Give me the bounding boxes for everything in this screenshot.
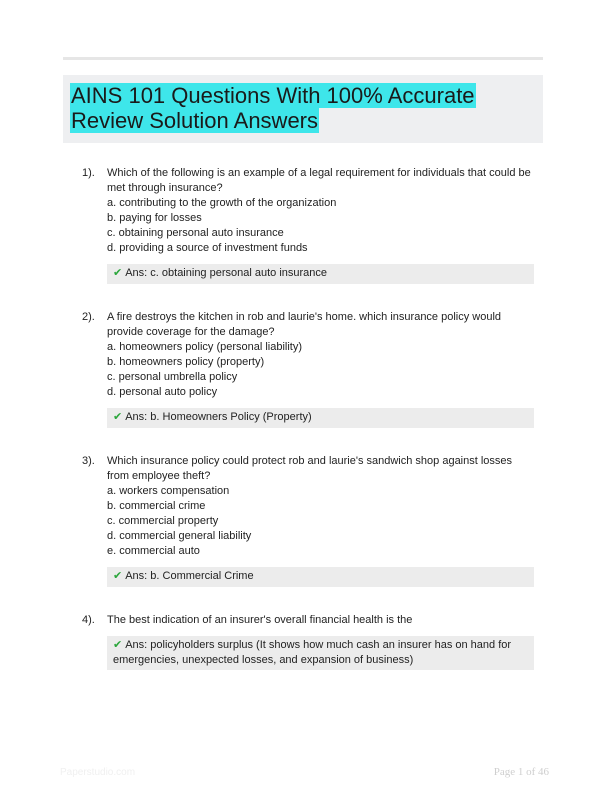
question-text: Which insurance policy could protect rob and laurie's sandwich shop against losses from employee theft?	[107, 455, 513, 482]
checkmark-icon: ✔	[113, 267, 123, 279]
option-item: b. commercial crime	[107, 500, 206, 512]
checkmark-icon: ✔	[113, 570, 123, 582]
option-item: b. paying for losses	[107, 212, 202, 224]
title-box	[63, 75, 543, 143]
answer-box	[107, 408, 534, 428]
question-list	[63, 166, 543, 696]
option-item: e. commercial auto	[107, 545, 200, 557]
question-item	[63, 454, 543, 587]
question-text: A fire destroys the kitchen in rob and laurie's home. which insurance policy would provide coverage for the damage?	[107, 311, 502, 338]
answer-text: Ans: c. obtaining personal auto insurance	[125, 267, 328, 279]
option-item: a. homeowners policy (personal liability)	[107, 341, 303, 353]
question-body	[107, 454, 537, 559]
option-item: d. commercial general liability	[107, 530, 252, 542]
option-item: a. workers compensation	[107, 485, 230, 497]
page-title-text: AINS 101 Questions With 100% Accurate Review Solution Answers	[71, 83, 475, 133]
top-divider	[63, 57, 543, 60]
question-body	[107, 166, 537, 256]
answer-text: Ans: policyholders surplus (It shows how much cash an insurer has on hand for emergencies, unexpected losses, and expansion of business)	[113, 639, 512, 666]
option-item: d. providing a source of investment funds	[107, 242, 308, 254]
answer-box	[107, 264, 534, 284]
answer-box	[107, 636, 534, 670]
answer-box	[107, 567, 534, 587]
question-body	[107, 613, 537, 628]
question-number: 1).	[82, 167, 95, 179]
option-item: b. homeowners policy (property)	[107, 356, 265, 368]
question-number: 2).	[82, 311, 95, 323]
checkmark-icon: ✔	[113, 639, 123, 651]
option-item: d. personal auto policy	[107, 386, 218, 398]
question-item	[63, 310, 543, 428]
question-item	[63, 166, 543, 284]
footer-watermark: Paperstudio.com	[60, 767, 136, 778]
option-item: c. personal umbrella policy	[107, 371, 238, 383]
question-text: The best indication of an insurer's overall financial health is the	[107, 614, 413, 626]
page-title	[70, 83, 543, 133]
answer-text: Ans: b. Homeowners Policy (Property)	[125, 411, 312, 423]
option-list	[107, 340, 537, 400]
option-list	[107, 484, 537, 559]
question-body	[107, 310, 537, 400]
option-item: a. contributing to the growth of the organization	[107, 197, 337, 209]
question-item	[63, 613, 543, 670]
page-number: Page 1 of 46	[493, 766, 549, 778]
option-item: c. commercial property	[107, 515, 219, 527]
answer-text: Ans: b. Commercial Crime	[125, 570, 254, 582]
option-item: c. obtaining personal auto insurance	[107, 227, 284, 239]
question-text: Which of the following is an example of a legal requirement for individuals that could be met through insurance?	[107, 167, 531, 194]
option-list	[107, 196, 537, 256]
question-number: 3).	[82, 455, 95, 467]
question-number: 4).	[82, 614, 95, 626]
checkmark-icon: ✔	[113, 411, 123, 423]
